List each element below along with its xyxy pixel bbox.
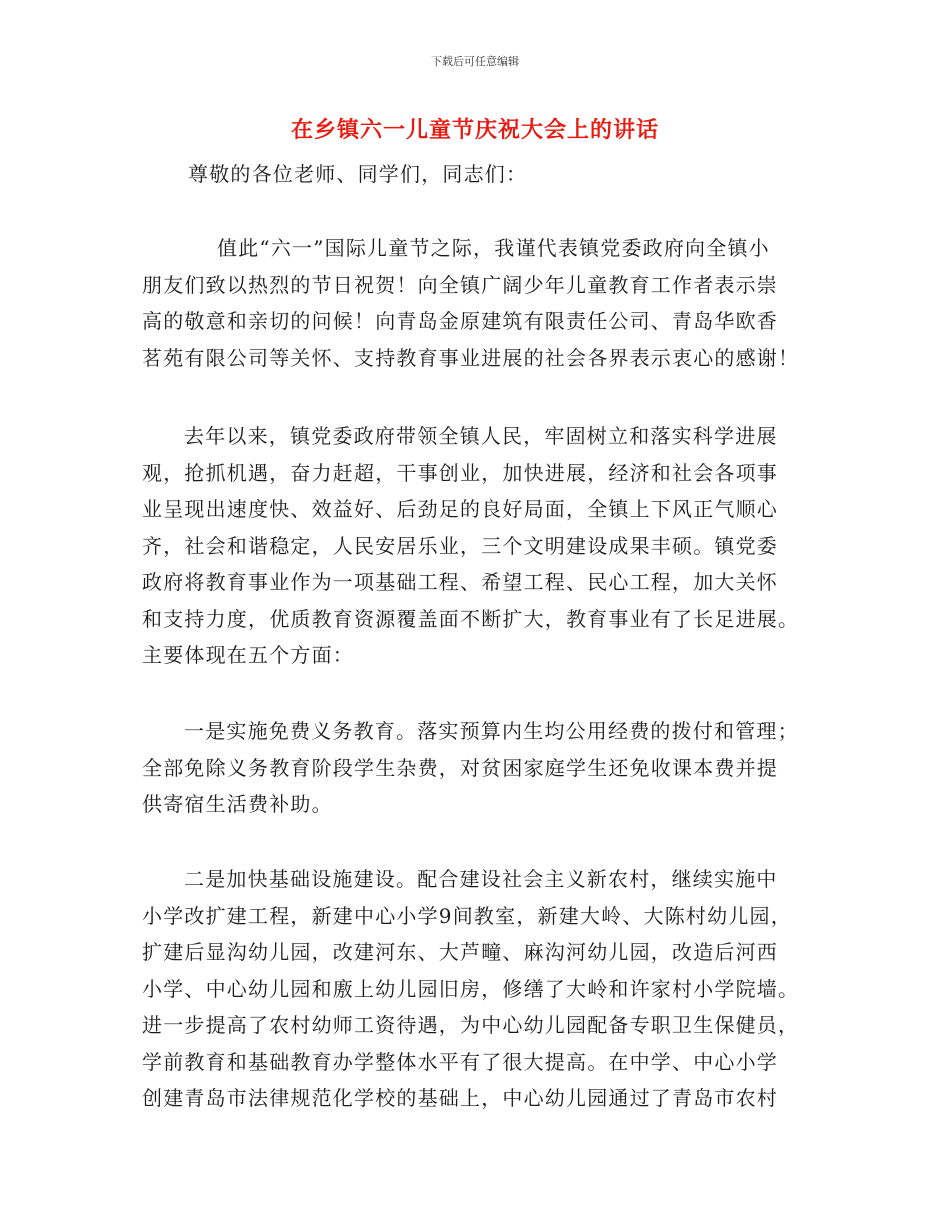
- text-line: 观，抢抓机遇，奋力赶超，干事创业，加快进展，经济和社会各项事: [142, 460, 778, 485]
- text-line: 学前教育和基础教育办学整体水平有了很大提高。在中学、中心小学: [142, 1049, 778, 1074]
- text-line: 二是加快基础设施建设。配合建设社会主义新农村，继续实施中: [184, 867, 778, 891]
- text-line: 值此“六一”国际儿童节之际，我谨代表镇党委政府向全镇小: [217, 236, 770, 260]
- text-line: 去年以来，镇党委政府带领全镇人民，牢固树立和落实科学进展: [184, 424, 778, 448]
- paragraph-1: [142, 230, 807, 376]
- text-line: 全部免除义务教育阶段学生杂费，对贫困家庭学生还免收课本费并提: [142, 755, 778, 780]
- text-line: 和支持力度，优质教育资源覆盖面不断扩大，教育事业有了长足进展。: [142, 606, 800, 631]
- text-line: 齐，社会和谐稳定，人民安居乐业，三个文明建设成果丰硕。镇党委: [142, 533, 778, 558]
- greeting: 尊敬的各位老师、同学们，同志们：: [188, 162, 528, 186]
- text-line: 小学改扩建工程，新建中心小学9间教室，新建大岭、大陈村幼儿园，: [142, 903, 792, 928]
- text-line: 业呈现出速度快、效益好、后劲足的良好局面，全镇上下风正气顺心: [142, 497, 778, 521]
- text-line: 创建青岛市法律规范化学校的基础上，中心幼儿园通过了青岛市农村: [142, 1086, 778, 1110]
- text-line: 茗苑有限公司等关怀、支持教育事业进展的社会各界表示衷心的感谢！: [142, 345, 800, 370]
- page-title: 在乡镇六一儿童节庆祝大会上的讲话: [290, 118, 659, 143]
- header-note: 下载后可任意编辑: [431, 55, 519, 68]
- text-line: 高的敬意和亲切的问候！向青岛金原建筑有限责任公司、青岛华欧香: [142, 309, 778, 333]
- text-line: 朋友们致以热烈的节日祝贺！向全镇广阔少年儿童教育工作者表示崇: [142, 272, 778, 297]
- text-line: 小学、中心幼儿园和廒上幼儿园旧房，修缮了大岭和许家村小学院墙。: [142, 976, 800, 1001]
- text-line: 政府将教育事业作为一项基础工程、希望工程、民心工程，加大关怀: [142, 570, 778, 594]
- text-line: 主要体现在五个方面：: [142, 643, 354, 667]
- paragraph-2: [142, 418, 807, 674]
- text-line: 一是实施免费义务教育。落实预算内生均公用经费的拨付和管理；: [184, 719, 799, 743]
- text-line: 进一步提高了农村幼师工资待遇，为中心幼儿园配备专职卫生保健员，: [142, 1013, 800, 1037]
- text-line: 供寄宿生活费补助。: [142, 792, 333, 816]
- paragraph-3: [142, 713, 807, 823]
- paragraph-4: [142, 861, 807, 1117]
- text-line: 扩建后显沟幼儿园，改建河东、大芦疃、麻沟河幼儿园，改造后河西: [142, 940, 778, 964]
